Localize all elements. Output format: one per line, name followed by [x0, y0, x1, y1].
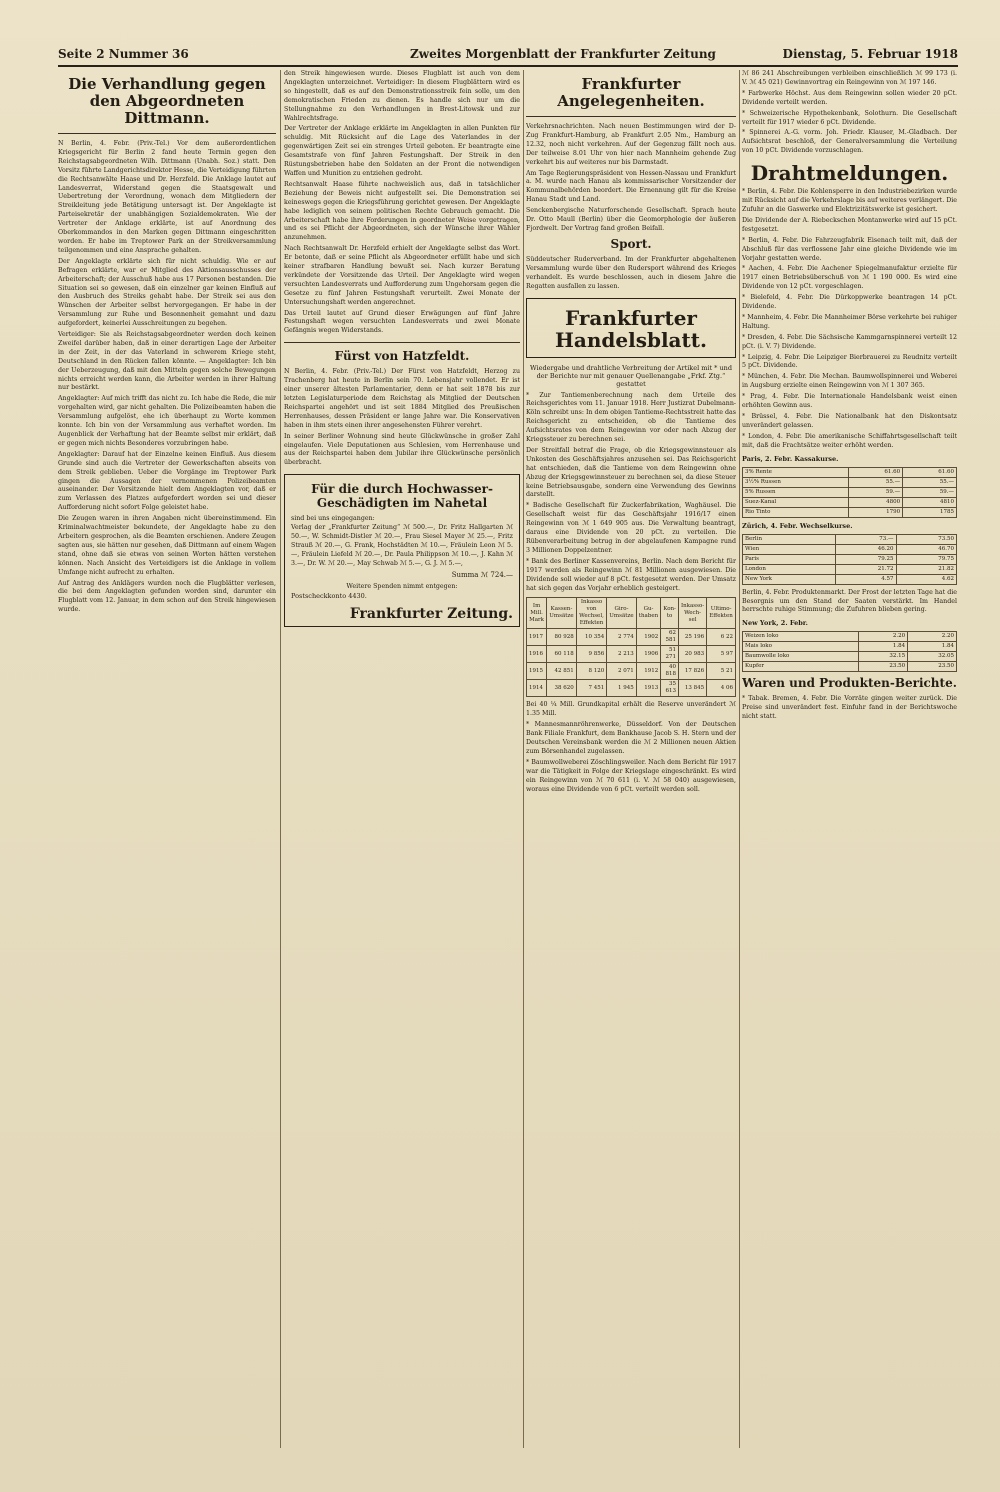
column-4 [742, 70, 957, 1448]
article-paragraph: * Dresden, 4. Febr. Die Sächsische Kammgarnspinnerei verteilt 12 pCt. (i. V. 7) Dividende. [742, 333, 957, 350]
article-paragraph: den Streik hingewiesen wurde. Dieses Flugblatt ist auch von dem Angeklagten unterzeichnet. Verteidiger: In diesem Flugblättern wird es so hingestellt, daß es auf den Demonstrationsstreik fein solle, um den demokratischen Frieden zu dienen. Es handle sich nur um die Stellungnahme zu den Verhandlungen in Brest-Litowsk und zur Wahlrechtsfrage. [284, 70, 520, 122]
donation-intro: sind bei uns eingegangen: [291, 515, 375, 523]
article-paragraph: * Baumwollweberei Zöschlingsweiler. Nach dem Bericht für 1917 war die Tätigkeit in Folge der Kriegslage eingeschränkt. Es wird ein Reingewinn von ℳ 70 611 (i. V. ℳ 58 040) ausgewiesen, woraus eine Dividende von 6 pCt. verteilt werden soll. [526, 758, 736, 793]
donation-signature: Frankfurter Zeitung. [349, 605, 513, 622]
table-header: Inkasso von Wechsel, Effekten [576, 598, 606, 629]
zurich-table [742, 534, 957, 585]
frankfurt-headline: Frankfurter Angelegenheiten. [557, 75, 705, 110]
table-cell: 55.— [849, 477, 903, 487]
table-cell: 20 983 [678, 646, 706, 663]
table-cell: 2 774 [607, 629, 637, 646]
table-row [743, 467, 957, 477]
page-number: Seite 2 Nummer 36 [58, 47, 189, 61]
article-paragraph: * Badische Gesellschaft für Zuckerfabrikation, Waghäusel. Die Gesellschaft weist für das Geschäftsjahr 1916/17 einen Reingewinn von ℳ 1 649 905 aus. Die Verwaltung beantragt, daraus eine Dividende von 20 pCt. zu verteilen. Die Rübenverarbeitung betrug in der abgelaufenen Kampagne rund 3 Millionen Doppelzentner. [526, 502, 736, 554]
donation-headline: Für die durch Hochwasser-Geschädigten im Nahetal [311, 482, 493, 511]
kassenverein-table [526, 597, 736, 697]
table-row [527, 646, 736, 663]
table-cell: Kupfer [743, 662, 859, 672]
article-paragraph: N Berlin, 4. Febr. (Priv.-Tel.) Vor dem außerordentlichen Kriegsgericht für Berlin 2 fand heute Termin gegen den Reichstagsabgeordneten Wilh. Dittmann (Unabh. Soz.) statt. Den Vorsitz führte Landgerichtsdirektor Hesse, die Verteidigung führten die Rechtsanwälte Haase und Dr. Herzfeld. Die Anklage lautet auf Landesverrat, Widerstand gegen die Staatsgewalt und Uebertretung der Verordnung, wonach dem Mitgliedern der Streikleitung jede Betätigung untersagt ist. Der Angeklagte ist Parteisekretär der unabhängigen Sozialdemokraten. Wie der Vertreter der Anklage erklärte, ist auf Anordnung des Oberkommandos in den Marken gegen Dittmann eingeschritten worden. Er habe im Treptower Park an der Streikversammlung teilgenommen und eine Ansprache gehalten. [58, 140, 276, 254]
donation-box [284, 474, 520, 626]
article-paragraph: * Berlin, 4. Febr. Die Kohlensperre in den Industriebezirken wurde mit Rücksicht auf die Verkehrslage bis auf weiteres verlängert. Die Zufuhr an die Gaswerke und Elektrizitätswerke ist gesichert. [742, 188, 957, 213]
table-header: Im Mill. Mark [527, 598, 547, 629]
divider [58, 133, 276, 134]
table-cell: 1915 [527, 663, 547, 680]
table-cell: 80 928 [547, 629, 577, 646]
table-cell: 21.82 [896, 564, 956, 574]
article-paragraph: Angeklagter: Darauf hat der Einzelne keinen Einfluß. Aus diesem Grunde sind auch die Vertreter der Gewerkschaften abseits von dem Streik geblieben. Ueber die Vorgänge im Treptower Park gingen die Aussagen der vernommenen Polizeibeamten auseinander. Der Vorsitzende hielt dem Angeklagten vor, daß er zum Verlassen des Platzes aufgefordert worden sei und dieser Aufforderung nicht sofort Folge geleistet habe. [58, 450, 276, 512]
newspaper-title: Zweites Morgenblatt der Frankfurter Zeitung [410, 47, 716, 61]
table-cell: 1913 [636, 680, 660, 697]
article-paragraph: Süddeutscher Ruderverband. Im der Frankfurter abgehaltenen Versammlung wurde über den Rudersport während des Krieges verhandelt. Es wurde beschlossen, auch in diesem Jahre die Regatten ausfallen zu lassen. [526, 255, 736, 290]
article-paragraph: Verteidiger: Sie als Reichstagsabgeordneter werden doch keinen Zweifel darüber haben, daß in einer derartigen Lage der Arbeiter in der Zeit, in der das Vaterland in schwerem Kriege steht, Deutschland in den Rücken fallen könnte. — Angeklagter: Ich bin der Ueberzeugung, daß mit den Mitteln gegen solche Bewegungen nichts erreicht werden kann, die Arbeiter werden in ihrer Haltung nur bestärkt. [58, 331, 276, 392]
table-row [527, 629, 736, 646]
table-row [743, 507, 957, 517]
table-cell: 4.62 [896, 574, 956, 584]
table-row [743, 534, 957, 544]
table-cell: 32.15 [859, 652, 908, 662]
table-cell: Mais loko [743, 642, 859, 652]
paris-table-title: Paris, 2. Febr. Kassakurse. [742, 454, 839, 463]
dittmann-headline: Die Verhandlung gegen den Abgeordneten Dittmann. [68, 75, 266, 127]
table-cell: Paris [743, 554, 836, 564]
table-cell: 5 97 [707, 646, 736, 663]
table-header: Kassen-Umsätze [547, 598, 577, 629]
table-cell: 2.20 [908, 632, 957, 642]
newyork-table-title: New York, 2. Febr. [742, 619, 808, 628]
table-cell: 73.— [836, 534, 896, 544]
table-cell: 1790 [849, 507, 903, 517]
article-paragraph: Rechtsanwalt Haase führte nachweislich aus, daß in tatsächlicher Beziehung der Beweis nicht aufgestellt sei. Die Demonstration sei keineswegs gegen die Kriegsführung gerichtet gewesen. Der Angeklagte habe lediglich von seinem politischen Rechte Gebrauch gemacht. Die Arbeiterschaft habe ihre Forderungen in geordneter Weise vorgetragen, und es sei Pflicht der Abgeordneten, sich der Wünsche ihrer Wähler anzunehmen. [284, 180, 520, 242]
table-cell: 5 21 [707, 663, 736, 680]
column-rule [739, 70, 740, 1448]
article-paragraph: * Brüssel, 4. Febr. Die Nationalbank hat den Diskontsatz unverändert gelassen. [742, 413, 957, 429]
table-cell: 4810 [903, 497, 957, 507]
table-cell: 1914 [527, 680, 547, 697]
table-cell: 3½% Russen [743, 477, 849, 487]
table-cell: 3% Rente [743, 467, 849, 477]
table-header: Giro-Umsätze [607, 598, 637, 629]
article-paragraph: * Schweizerische Hypothekenbank, Solothurn. Die Gesellschaft verteilt für 1917 wieder 6 pCt. Dividende. [742, 109, 957, 126]
column-1 [58, 70, 276, 1448]
table-row [743, 642, 957, 652]
table-cell: 1 945 [607, 680, 637, 697]
article-paragraph: * Berlin, 4. Febr. Die Fahrzeugfabrik Eisenach teilt mit, daß der Abschluß für das verflossene Jahr eine gleiche Dividende wie im Vorjahr gestatten werde. [742, 236, 957, 262]
article-paragraph: * Bank des Berliner Kassenvereins, Berlin. Nach dem Bericht für 1917 werden als Reingewinn ℳ 81 Millionen ausgewiesen. Die Dividende soll wieder auf 8 pCt. festgesetzt werden. Der Umsatz hat sich gegen das Vorjahr erheblich gesteigert. [526, 557, 736, 592]
table-cell: 2.20 [859, 632, 908, 642]
article-paragraph: Der Vertreter der Anklage erklärte im Angeklagten in allen Punkten für schuldig. Mit Rücksicht auf die Lage des Vaterlandes in der gegenwärtigen Zeit sei ein strenges Urteil geboten. Er beantragte eine Gesamtstrafe von fünf Jahren Festungshaft. Der Streik in den Rüstungsbetrieben habe den Soldaten an der Front die notwendigen Waffen und Munition zu entziehen gedroht. [284, 125, 520, 177]
table-cell: 46.20 [836, 544, 896, 554]
table-cell: Suez-Kanal [743, 497, 849, 507]
column-2 [284, 70, 520, 1448]
donation-sum: Summa ℳ 724.— [451, 570, 513, 579]
article-paragraph: Der Angeklagte erklärte sich für nicht schuldig. Wie er auf Befragen erklärte, war er Mitglied des Aktionsausschusses der Arbeiterschaft; der Ausschuß habe aus 17 Personen bestanden. Die Situation sei so gewesen, daß ein einzelner gar keinen Einfluß auf den Ausbruch des Streiks gehabt habe. Der Streik sei aus den Wünschen der Arbeiter selbst hervorgegangen. Er habe in der Versammlung zur Ruhe und Besonnenheit gemahnt und dazu aufgefordert, keinerlei Ausschreitungen zu begehen. [58, 257, 276, 328]
article-paragraph: * München, 4. Febr. Die Mechan. Baumwollspinnerei und Weberei in Augsburg erzielte einen Reingewinn von ℳ 1 307 365. [742, 373, 957, 390]
table-cell: 38 620 [547, 680, 577, 697]
table-cell: 61.60 [903, 467, 957, 477]
article-paragraph: * Aachen, 4. Febr. Die Aachener Spiegelmanufaktur erzielte für 1917 einen Betriebsüberschuß von ℳ 1 190 000. Es wird eine Dividende von 12 pCt. vorgeschlagen. [742, 265, 957, 291]
table-header: Inkasso-Wech-sel [678, 598, 706, 629]
article-paragraph: Berlin, 4. Febr. Produktenmarkt. Der Frost der letzten Tage hat die Besorgnis um den Stand der Saaten verstärkt. Im Handel herrschte ruhige Stimmung; die Zufuhren blieben gering. [742, 588, 957, 614]
divider [284, 342, 520, 343]
table-cell: 32.05 [908, 652, 957, 662]
table-cell: 61.60 [849, 467, 903, 477]
table-cell: 79.75 [896, 554, 956, 564]
article-paragraph: N Berlin, 4. Febr. (Priv.-Tel.) Der Fürst von Hatzfeldt, Herzog zu Trachenberg hat heute in Berlin sein 70. Lebensjahr vollendet. Er ist einer unserer ältesten Parlamentarier, denn er hat seit 1878 bis zur letzten Legislaturperiode dem Reichstag als Mitglied der Deutschen Reichspartei angehört und ist seit 1884 Mitglied des Preußischen Herrenhauses, dessen Präsident er lange Jahre war. Die Konservativen haben in ihm stets einen ihrer angesehensten Führer verehrt. [284, 368, 520, 429]
hatzfeldt-headline: Fürst von Hatzfeldt. [334, 349, 470, 364]
table-row [743, 564, 957, 574]
article-paragraph: Am Tage Regierungspräsident von Hessen-Nassau und Frankfurt a. M. wurde nach Hanau als kommissarischer Vorsitzender der Kommunalbehörden beordert. Die Ernennung gilt für die Kreise Hanau Stadt und Land. [526, 169, 736, 204]
table-cell: 7 451 [576, 680, 606, 697]
table-cell: 4.57 [836, 574, 896, 584]
paris-table [742, 467, 957, 518]
table-cell: 4 06 [707, 680, 736, 697]
table-header: Ultimo-Effekten [707, 598, 736, 629]
table-row [743, 554, 957, 564]
table-header: Gu-thaben [636, 598, 660, 629]
table-cell: Weizen loko [743, 632, 859, 642]
article-paragraph: Auf Antrag des Anklägers wurden noch die Flugblätter verlesen, die bei dem Angeklagten gefunden worden sind, darunter ein Flugblatt vom 12. Januar, in dem schon auf den Streik hingewiesen wurde. [58, 579, 276, 614]
article-paragraph: * Leipzig, 4. Febr. Die Leipziger Bierbrauerei zu Reudnitz verteilt 5 pCt. Dividende. [742, 353, 957, 370]
table-cell: 4800 [849, 497, 903, 507]
table-row [743, 544, 957, 554]
table-cell: 17 826 [678, 663, 706, 680]
article-paragraph: Verkehrsnachrichten. Nach neuen Bestimmungen wird der D-Zug Frankfurt-Hamburg, ab Frankfurt 2.05 Nm., Hamburg an 12.32, noch nicht verkehren. Auf der Gegenzug fällt noch aus. Der teilweise 8.01 Uhr von hier nach Mannheim gehende Zug verkehrt bis auf weiteres nur bis Darmstadt. [526, 123, 736, 166]
table-cell: 5% Russen [743, 487, 849, 497]
table-cell: 1.84 [908, 642, 957, 652]
table-cell: 40 818 [661, 663, 679, 680]
table-row [743, 574, 957, 584]
table-row [743, 487, 957, 497]
table-cell: 1916 [527, 646, 547, 663]
article-paragraph: * London, 4. Febr. Die amerikanische Schiffahrtsgesellschaft teilt mit, daß die Frachtsätze weiter erhöht werden. [742, 432, 957, 449]
table-cell: 23.50 [908, 662, 957, 672]
article-paragraph: Angeklagter: Auf mich trifft das nicht zu. Ich habe die Rede, die mir vorgehalten wird, gar nicht gehalten. Die Polizeibeamten haben die Versammlung aufgelöst, ehe ich überhaupt zu Worte kommen konnte. Ich bin von der Versammlung aus verhaftet worden. Im Augenblick der Verhaftung hat der Beamte selbst mir erklärt, daß er gegen mich nichts Besonderes vorzubringen habe. [58, 395, 276, 447]
table-header: Kon-to [661, 598, 679, 629]
table-cell: 59.— [849, 487, 903, 497]
article-paragraph: Bei 40 ¼ Mill. Grundkapital erhält die Reserve unverändert ℳ 1.35 Mill. [526, 701, 736, 718]
newyork-table [742, 631, 957, 672]
article-paragraph: ℳ 86 241 Abschreibungen verbleiben einschließlich ℳ 99 173 (i. V. ℳ 45 021) Gewinnvortrag ein Reingewinn von ℳ 197 146. [742, 70, 957, 86]
article-paragraph: * Mannesmannröhrenwerke, Düsseldorf. Von der Deutschen Bank Filiale Frankfurt, dem Bankhause Jacob S. H. Stern und der Deutschen Vereinsbank werden die ℳ 2 Millionen neuen Aktien zum Börsenhandel zugelassen. [526, 721, 736, 755]
table-cell: 73.50 [896, 534, 956, 544]
table-cell: 13 845 [678, 680, 706, 697]
article-paragraph: Das Urteil lautet auf Grund dieser Erwägungen auf fünf Jahre Festungshaft wegen versuchten Landesverrats und zwei Monate Gefängnis wegen Widerstands. [284, 309, 520, 335]
table-row [743, 477, 957, 487]
table-cell: 9 856 [576, 646, 606, 663]
table-row [527, 663, 736, 680]
table-cell: 21.72 [836, 564, 896, 574]
table-cell: 62 581 [661, 629, 679, 646]
article-paragraph: * Zur Tantiemenberechnung nach dem Urteile des Reichsgerichtes vom 11. Januar 1918. Herr Justizrat Dubelmann-Köln schreibt uns: In dem obigen Tantieme-Rechtsstreit hatte das Reichsgericht zu entscheiden, ob die Tantieme des Aufsichtsrates von dem Reingewinn vor oder nach Abzug der Kriegssteuer zu berechnen sei. [526, 391, 736, 444]
column-3 [526, 70, 736, 1448]
column-rule [280, 70, 281, 1448]
article-paragraph: Der Streitfall betraf die Frage, ob die Kriegsgewinnsteuer als Unkosten des Geschäftsjahres anzusehen sei. Das Reichsgericht hat entschieden, daß die Tantieme von dem Reingewinn ohne Abzug der Kriegsgewinnsteuer zu berechnen sei, da diese Steuer keine Betriebsausgabe, sondern eine Verwendung des Gewinns darstellt. [526, 446, 736, 499]
table-cell: 51 271 [661, 646, 679, 663]
table-cell: 6 22 [707, 629, 736, 646]
handelsblatt-note: Wiedergabe und drahtliche Verbreitung der Artikel mit * und der Berichte nur mit genauer Quellenangabe „Frkf. Ztg.“ gestattet [530, 363, 732, 388]
table-cell: 8 120 [576, 663, 606, 680]
table-row [743, 632, 957, 642]
table-row [743, 652, 957, 662]
handelsblatt-banner [526, 298, 736, 358]
table-cell: 1906 [636, 646, 660, 663]
table-cell: Berlin [743, 534, 836, 544]
table-cell: 60 118 [547, 646, 577, 663]
table-cell: 2 071 [607, 663, 637, 680]
table-cell: Baumwolle loko [743, 652, 859, 662]
article-paragraph: * Prag, 4. Febr. Die Internationale Handelsbank weist einen erhöhten Gewinn aus. [742, 393, 957, 410]
table-cell: Rio Tinto [743, 507, 849, 517]
table-cell: 1912 [636, 663, 660, 680]
donation-account: Postscheckkonto 4430. [291, 591, 367, 600]
issue-date: Dienstag, 5. Februar 1918 [782, 47, 958, 61]
table-cell: 42 851 [547, 663, 577, 680]
article-paragraph: Senckenbergische Naturforschende Gesellschaft. Sprach heute Dr. Otto Maull (Berlin) über die Geomorphologie der äußeren Fjordwelt. Der Vortrag fand großen Beifall. [526, 207, 736, 232]
table-cell: 55.— [903, 477, 957, 487]
table-cell: 10 354 [576, 629, 606, 646]
donation-more: Weitere Spenden nimmt entgegen: [346, 582, 458, 590]
drahtmeldungen-headline: Drahtmeldungen. [750, 161, 949, 186]
table-row [743, 497, 957, 507]
article-paragraph: * Bielefeld, 4. Febr. Die Dürkoppwerke beantragen 14 pCt. Dividende. [742, 294, 957, 311]
handelsblatt-headline: Frankfurter Handelsblatt. [555, 305, 707, 352]
table-row [743, 662, 957, 672]
article-paragraph: Die Dividende der A. Riebeckschen Montanwerke wird auf 15 pCt. festgesetzt. [742, 216, 957, 233]
table-header-row [527, 598, 736, 629]
table-row [527, 680, 736, 697]
table-cell: 25 196 [678, 629, 706, 646]
divider [526, 116, 736, 117]
article-paragraph: * Mannheim, 4. Febr. Die Mannheimer Börse verkehrte bei ruhiger Haltung. [742, 313, 957, 330]
article-paragraph: * Spinnerei A.-G. vorm. Joh. Friedr. Klauser, M.-Gladbach. Der Aufsichtsrat beschloß, der Generalversammlung die Verteilung von 10 pCt. Dividende vorzuschlagen. [742, 129, 957, 155]
table-cell: 79.25 [836, 554, 896, 564]
table-cell: 1917 [527, 629, 547, 646]
table-cell: Wien [743, 544, 836, 554]
donation-list: Verlag der „Frankfurter Zeitung“ ℳ 500.—, Dr. Fritz Hallgarten ℳ 50.—, W. Schmidt-Distler ℳ 20.—, Frau Siesel Mayer ℳ 25.—, Fritz Strauß ℳ 20.—, G. Frank, Hochstädten ℳ 10.—, Fräulein Leon ℳ 5.—, Fräulein Liefeld ℳ 20.—, Dr. Paula Philippson ℳ 10.—, J. Kahn ℳ 3.—, Dr. W. ℳ 20.—, May Schwab ℳ 5.—, G. J. ℳ 5.—, [291, 524, 513, 567]
table-cell: 35 613 [661, 680, 679, 697]
table-cell: 59.— [903, 487, 957, 497]
table-cell: 2 213 [607, 646, 637, 663]
column-rule [523, 70, 524, 1448]
table-cell: New York [743, 574, 836, 584]
masthead [58, 45, 958, 67]
table-cell: London [743, 564, 836, 574]
table-cell: 1785 [903, 507, 957, 517]
table-cell: 1902 [636, 629, 660, 646]
article-paragraph: In seiner Berliner Wohnung sind heute Glückwünsche in großer Zahl eingelaufen. Viele Deputationen aus Schlesien, vom Herrenhause und aus der Reichspartei haben dem Jubilar ihre Glückwünsche persönlich überbracht. [284, 432, 520, 467]
article-paragraph: * Tabak. Bremen, 4. Febr. Die Vorräte gingen weiter zurück. Die Preise sind unverändert fest. Einfuhr fand in der Berichtswoche nicht statt. [742, 695, 957, 721]
waren-headline: Waren und Produkten-Berichte. [742, 676, 957, 691]
table-cell: 1.84 [859, 642, 908, 652]
article-paragraph: Nach Rechtsanwalt Dr. Herzfeld erhielt der Angeklagte selbst das Wort. Er betonte, daß er seine Pflicht als Abgeordneter erfüllt habe und sich keiner strafbaren Handlung bewußt sei. Nach kurzer Beratung verkündete der Vorsitzende das Urteil. Der Angeklagte wird wegen versuchten Landesverrats und Aufforderung zum Ungehorsam gegen die Gesetze zu fünf Jahren Festungshaft verurteilt. Zwei Monate der Untersuchungshaft werden angerechnet. [284, 245, 520, 306]
article-paragraph: * Farbwerke Höchst. Aus dem Reingewinn sollen wieder 20 pCt. Dividende verteilt werden. [742, 89, 957, 106]
article-paragraph: Die Zeugen waren in ihren Angaben nicht übereinstimmend. Ein Kriminalwachtmeister bekundete, der Angeklagte habe zu den Arbeitern gesprochen, als die Beamten erschienen. Andere Zeugen sagten aus, sie hätten nur gesehen, daß Dittmann auf einem Wagen stand, ohne daß sie etwas von seinen Worten hätten verstehen können. Nach Ansicht des Verteidigers ist die Anklage in vollem Umfange nicht aufrecht zu erhalten. [58, 515, 276, 576]
zurich-table-title: Zürich, 4. Febr. Wechselkurse. [742, 521, 853, 530]
sport-headline: Sport. [610, 236, 652, 251]
table-cell: 46.70 [896, 544, 956, 554]
table-cell: 23.50 [859, 662, 908, 672]
